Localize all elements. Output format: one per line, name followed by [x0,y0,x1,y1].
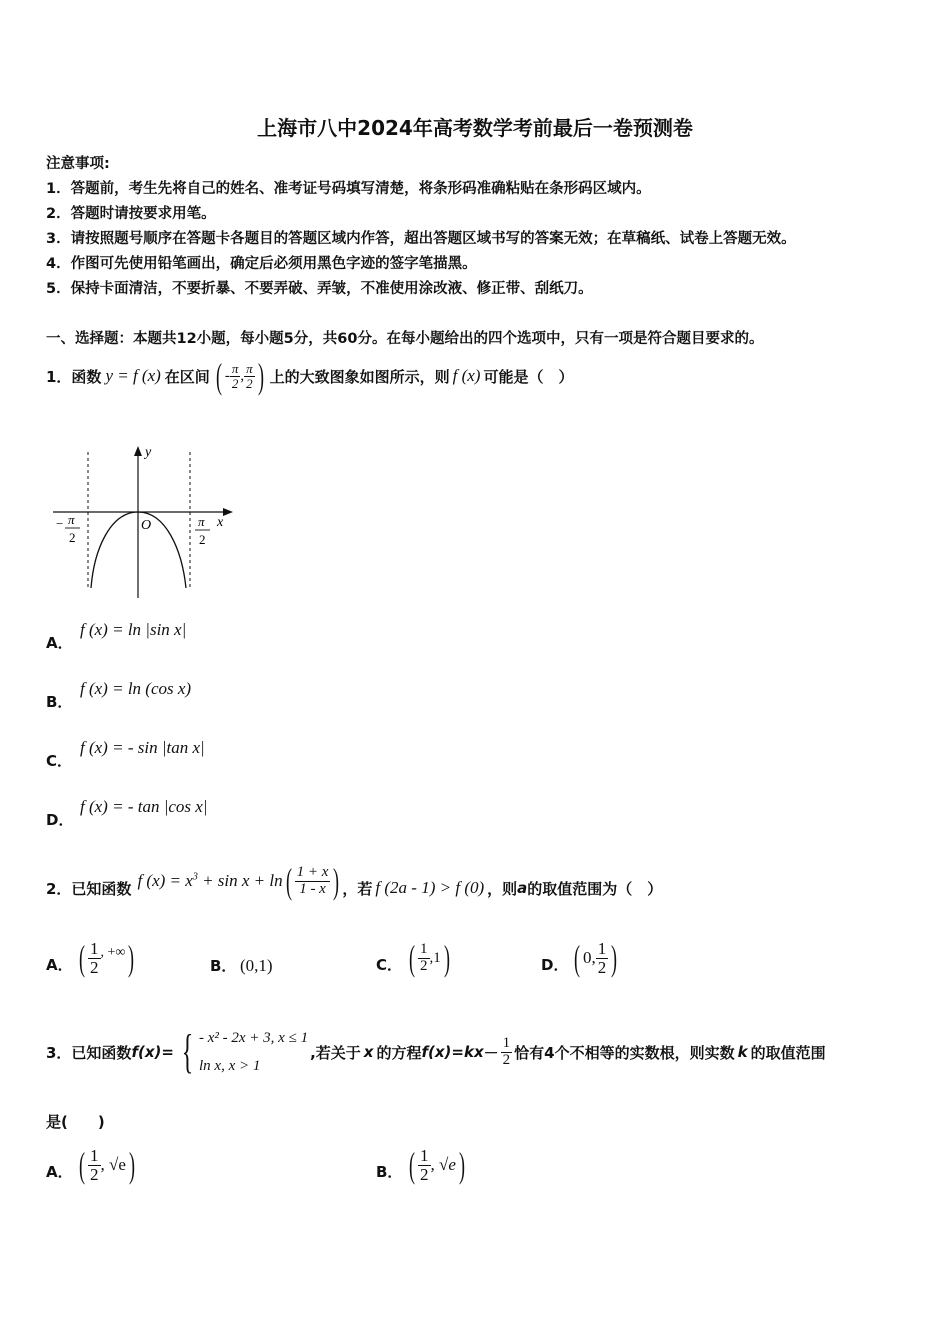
y-axis-arrow [134,446,142,456]
q1-tail: 上的大致图象如图所示，则 [269,367,450,386]
q1-function: y = f (x) [105,366,161,385]
notice-item-1: 1．答题前，考生先将自己的姓名、准考证号码填写清楚，将条形码准确粘贴在条形码区域内。 [46,181,651,197]
q3-var-k: k [737,1043,748,1061]
left-tick-two: 2 [69,530,76,545]
q3-eq: = [161,1043,174,1061]
q3-fx2: f(x) [421,1043,452,1061]
right-tick-pi: π [198,514,205,529]
q3-end: 恰有4个不相等的实数根，则实数 [514,1043,735,1062]
q3-fx: f(x) [131,1043,162,1061]
q3-var-x: x [363,1043,374,1061]
q3-case1: - x² - 2x + 3, x ≤ 1 [199,1030,309,1046]
x-label: x [217,515,224,530]
question-1 [46,356,573,396]
x-axis-arrow [223,508,233,516]
q3-case2: ln x, x > 1 [199,1058,261,1074]
question-3: 3．已知函数 f(x) = { - x² - 2x + 3, x ≤ 1 ln x, x > 1 ,若关于 x 的方程 f(x) = kx － $\frac{1}{2}$ 恰有4个不相等的实数根，则实数 k 的取值范围 [46,1025,826,1078]
q2-end: 的取值范围为（ ） [527,879,663,898]
section-heading: 一、选择题：本题共12小题，每小题5分，共60分。在每小题给出的四个选项中，只有一项是符合题目要求的。 [46,331,764,347]
q3-end2: 的取值范围 [750,1043,826,1062]
q2-number: 2．已知函数 [46,879,132,898]
notice-item-5: 5．保持卡面清洁，不要折暴、不要弄破、弄皱，不准使用涂改液、修正带、刮纸刀。 [46,281,593,297]
q1-interval: ( - $\frac{\pi}{2}$ , $\frac{\pi}{2}$ ) [215,356,264,396]
q1-mid: 在区间 [164,367,210,386]
q1-number: 1．函数 [46,367,102,386]
question-2 [46,856,662,906]
q1-option-d[interactable]: D． f (x) = - tan |cos x| [46,797,208,829]
y-label: y [145,445,152,460]
q2-cond-pre: ，若 [342,879,373,898]
q2-option-b[interactable]: B． (0,1) [210,955,273,975]
origin-label: O [141,518,152,533]
page-title: 上海市八中2024年高考数学考前最后一卷预测卷 [257,116,693,140]
q3-mid: ,若关于 [310,1043,361,1062]
q1-graph [50,440,240,600]
notice-item-3: 3．请按照题号顺序在答题卡各题目的答题区域内作答，超出答题区域书写的答案无效；在草稿纸、试卷上答题无效。 [46,231,796,247]
notice-item-4: 4．作图可先使用铅笔画出，确定后必须用黑色字迹的签字笔描黑。 [46,256,477,272]
q3-half: $\frac{1}{2}$ [502,1034,511,1068]
q1-end: 可能是（ ） [483,367,574,386]
q3-number: 3．已知函数 [46,1043,132,1062]
q2-option-c[interactable]: C． ( $\frac{1}{2}$ ,1 ) [376,938,450,978]
q2-option-d[interactable]: D． ( 0, $\frac{1}{2}$ ) [541,938,618,979]
right-tick-two: 2 [199,532,206,547]
left-tick-pi: π [68,512,75,527]
q2-condition: f (2a - 1) > f (0) [375,878,485,897]
q3-piecewise: { - x² - 2x + 3, x ≤ 1 ln x, x > 1 [181,1025,309,1078]
q2-func: f $(x) = x^3 + \sin x + \ln$ [137,871,283,890]
q3-option-a[interactable]: A． ( $\frac{1}{2}$ , √e ) [46,1145,135,1186]
neg-sign: − [56,516,64,531]
q3-line2: 是( ) [46,1113,105,1131]
q3-option-b[interactable]: B． ( $\frac{1}{2}$ , √e ) [376,1145,465,1186]
q1-option-b[interactable]: B． f (x) = ln (cos x) [46,679,192,711]
q1-option-c[interactable]: C． f (x) = - sin |tan x| [46,738,205,770]
q3-mid2: 的方程 [376,1043,422,1062]
q2-option-a[interactable]: A． ( $\frac{1}{2}$ , +∞ ) [46,938,135,979]
q3-kx: kx [463,1043,484,1061]
notice-heading: 注意事项: [46,156,110,172]
q1-fx: f (x) [452,366,481,385]
q2-log-arg: ( $\frac{1 + x}{1 - x}$ ) [285,861,340,901]
q2-end-pre: ，则 [487,879,518,898]
q1-option-a[interactable]: A． f (x) = ln |sin x| [46,620,187,652]
notice-item-2: 2．答题时请按要求用笔。 [46,206,216,222]
q2-var-a: a [517,879,528,897]
